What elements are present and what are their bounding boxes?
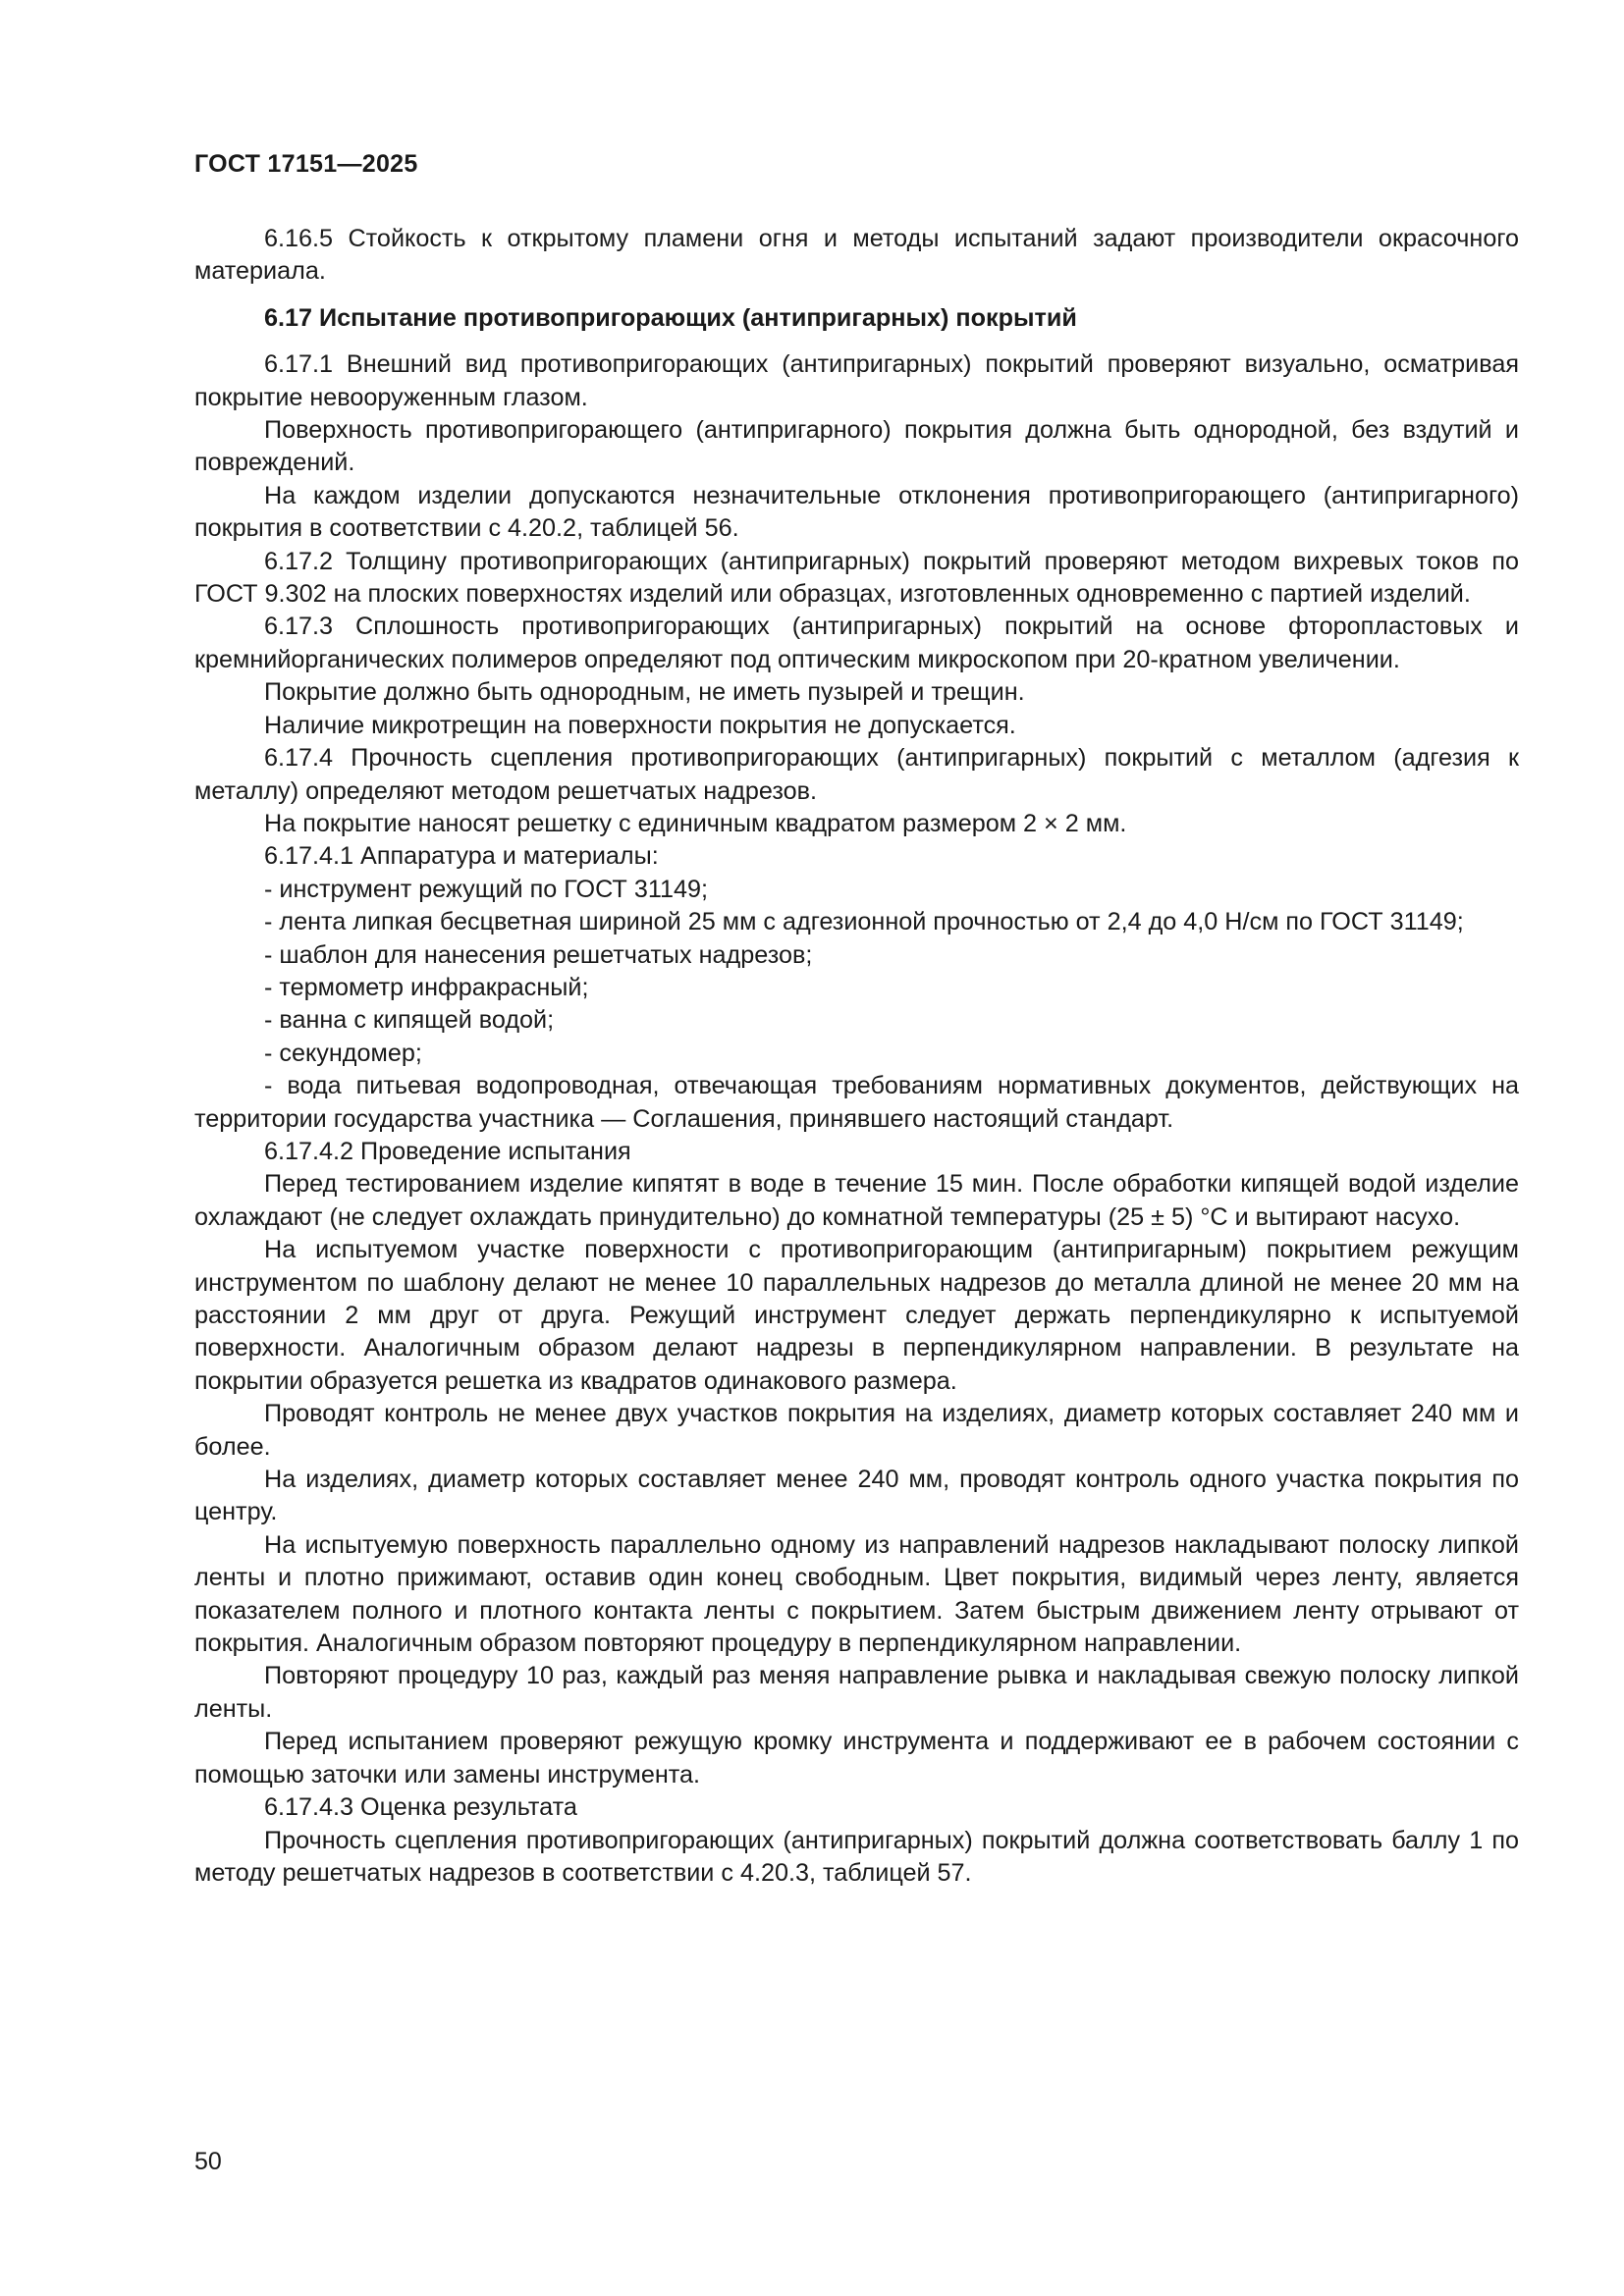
paragraph-6-17-3: 6.17.3 Сплошность противопригорающих (антипригарных) покрытий на основе фторопластовых и кремнийорганических полимеров определяют под оптическим микроскопом при 20-кратном увеличении. <box>194 613 1519 673</box>
document-body <box>194 223 1519 1890</box>
paragraph-6-17-1: 6.17.1 Внешний вид противопригорающих (антипригарных) покрытий проверяют визуально, осматривая покрытие невооруженным глазом. <box>194 350 1519 411</box>
list-item: - лента липкая бесцветная шириной 25 мм с адгезионной прочностью от 2,4 до 4,0 Н/см по ГОСТ 31149; <box>264 908 1464 936</box>
paragraph-microcracks: Наличие микротрещин на поверхности покрытия не допускается. <box>264 711 1016 739</box>
paragraph-homogeneous: Покрытие должно быть однородным, не иметь пузырей и трещин. <box>264 678 1025 707</box>
paragraph-boil: Перед тестированием изделие кипятят в воде в течение 15 мин. После обработки кипящей водой изделие охлаждают (не следует охлаждать принудительно) до комнатной температуры (25 ± 5) °С и вытирают насухо. <box>194 1170 1519 1231</box>
paragraph-6-17-4: 6.17.4 Прочность сцепления противопригорающих (антипригарных) покрытий с металлом (адгезия к металлу) определяют методом решетчатых надрезов. <box>194 744 1519 805</box>
list-item: - термометр инфракрасный; <box>264 973 589 1001</box>
paragraph-6-17-4-3: 6.17.4.3 Оценка результата <box>264 1793 577 1822</box>
paragraph-repeat: Повторяют процедуру 10 раз, каждый раз меняя направление рывка и накладывая свежую полоску липкой ленты. <box>194 1662 1519 1723</box>
section-heading-6-17: 6.17 Испытание противопригорающих (антипригарных) покрытий <box>264 303 1077 332</box>
list-item: - шаблон для нанесения решетчатых надрезов; <box>264 940 813 969</box>
paragraph-grid: На покрытие наносят решетку с единичным квадратом размером 2 × 2 мм. <box>264 809 1127 837</box>
list-item: - ванна с кипящей водой; <box>264 1006 555 1035</box>
paragraph-result: Прочность сцепления противопригорающих (антипригарных) покрытий должна соответствовать баллу 1 по методу решетчатых надрезов в соответствии с 4.20.3, таблицей 57. <box>194 1826 1519 1887</box>
paragraph-6-17-4-1: 6.17.4.1 Аппаратура и материалы: <box>264 842 659 871</box>
paragraph-each-item: На каждом изделии допускаются незначительные отклонения противопригорающего (антипригарного) покрытия в соответствии с 4.20.2, таблицей 56. <box>194 481 1519 543</box>
page-number: 50 <box>194 2148 222 2175</box>
paragraph-6-17-2: 6.17.2 Толщину противопригорающих (антипригарных) покрытий проверяют методом вихревых токов по ГОСТ 9.302 на плоских поверхностях изделий или образцах, изготовленных одновременно с партией изделий. <box>194 547 1519 609</box>
paragraph-surface: Поверхность противопригорающего (антипригарного) покрытия должна быть однородной, без вздутий и повреждений. <box>194 416 1519 477</box>
paragraph-6-16-5: 6.16.5 Стойкость к открытому пламени огня и методы испытаний задают производители окрасочного материала. <box>194 225 1519 286</box>
list-item: - вода питьевая водопроводная, отвечающая требованиям нормативных документов, действующих на территории государства участника — Соглашения, принявшего настоящий стандарт. <box>194 1072 1519 1133</box>
list-item: - инструмент режущий по ГОСТ 31149; <box>264 875 708 903</box>
paragraph-one-area: На изделиях, диаметр которых составляет менее 240 мм, проводят контроль одного участка покрытия по центру. <box>194 1466 1519 1526</box>
document-code: ГОСТ 17151—2025 <box>194 150 418 178</box>
paragraph-cuts: На испытуемом участке поверхности с противопригорающим (антипригарным) покрытием режущим инструментом по шаблону делают не менее 10 параллельных надрезов до металла длиной не менее 20 мм на расстоянии 2 мм друг от друга. Режущий инструмент следует держать перпендикулярно к испытуемой поверхности. Аналогичным образом делают надрезы в перпендикулярном направлении. В результате на покрытии образуется решетка из квадратов одинакового размера. <box>194 1236 1519 1395</box>
paragraph-tape: На испытуемую поверхность параллельно одному из направлений надрезов накладывают полоску липкой ленты и плотно прижимают, оставив один конец свободным. Цвет покрытия, видимый через ленту, является показателем полного и плотного контакта ленты с покрытием. Затем быстрым движением ленту отрывают от покрытия. Аналогичным образом повторяют процедуру в перпендикулярном направлении. <box>194 1530 1519 1658</box>
list-item: - секундомер; <box>264 1039 422 1067</box>
paragraph-6-17-4-2: 6.17.4.2 Проведение испытания <box>264 1137 631 1165</box>
document-page <box>194 0 1519 2296</box>
paragraph-edge: Перед испытанием проверяют режущую кромку инструмента и поддерживают ее в рабочем состоянии с помощью заточки или замены инструмента. <box>194 1728 1519 1789</box>
paragraph-two-areas: Проводят контроль не менее двух участков покрытия на изделиях, диаметр которых составляет 240 мм и более. <box>194 1400 1519 1461</box>
